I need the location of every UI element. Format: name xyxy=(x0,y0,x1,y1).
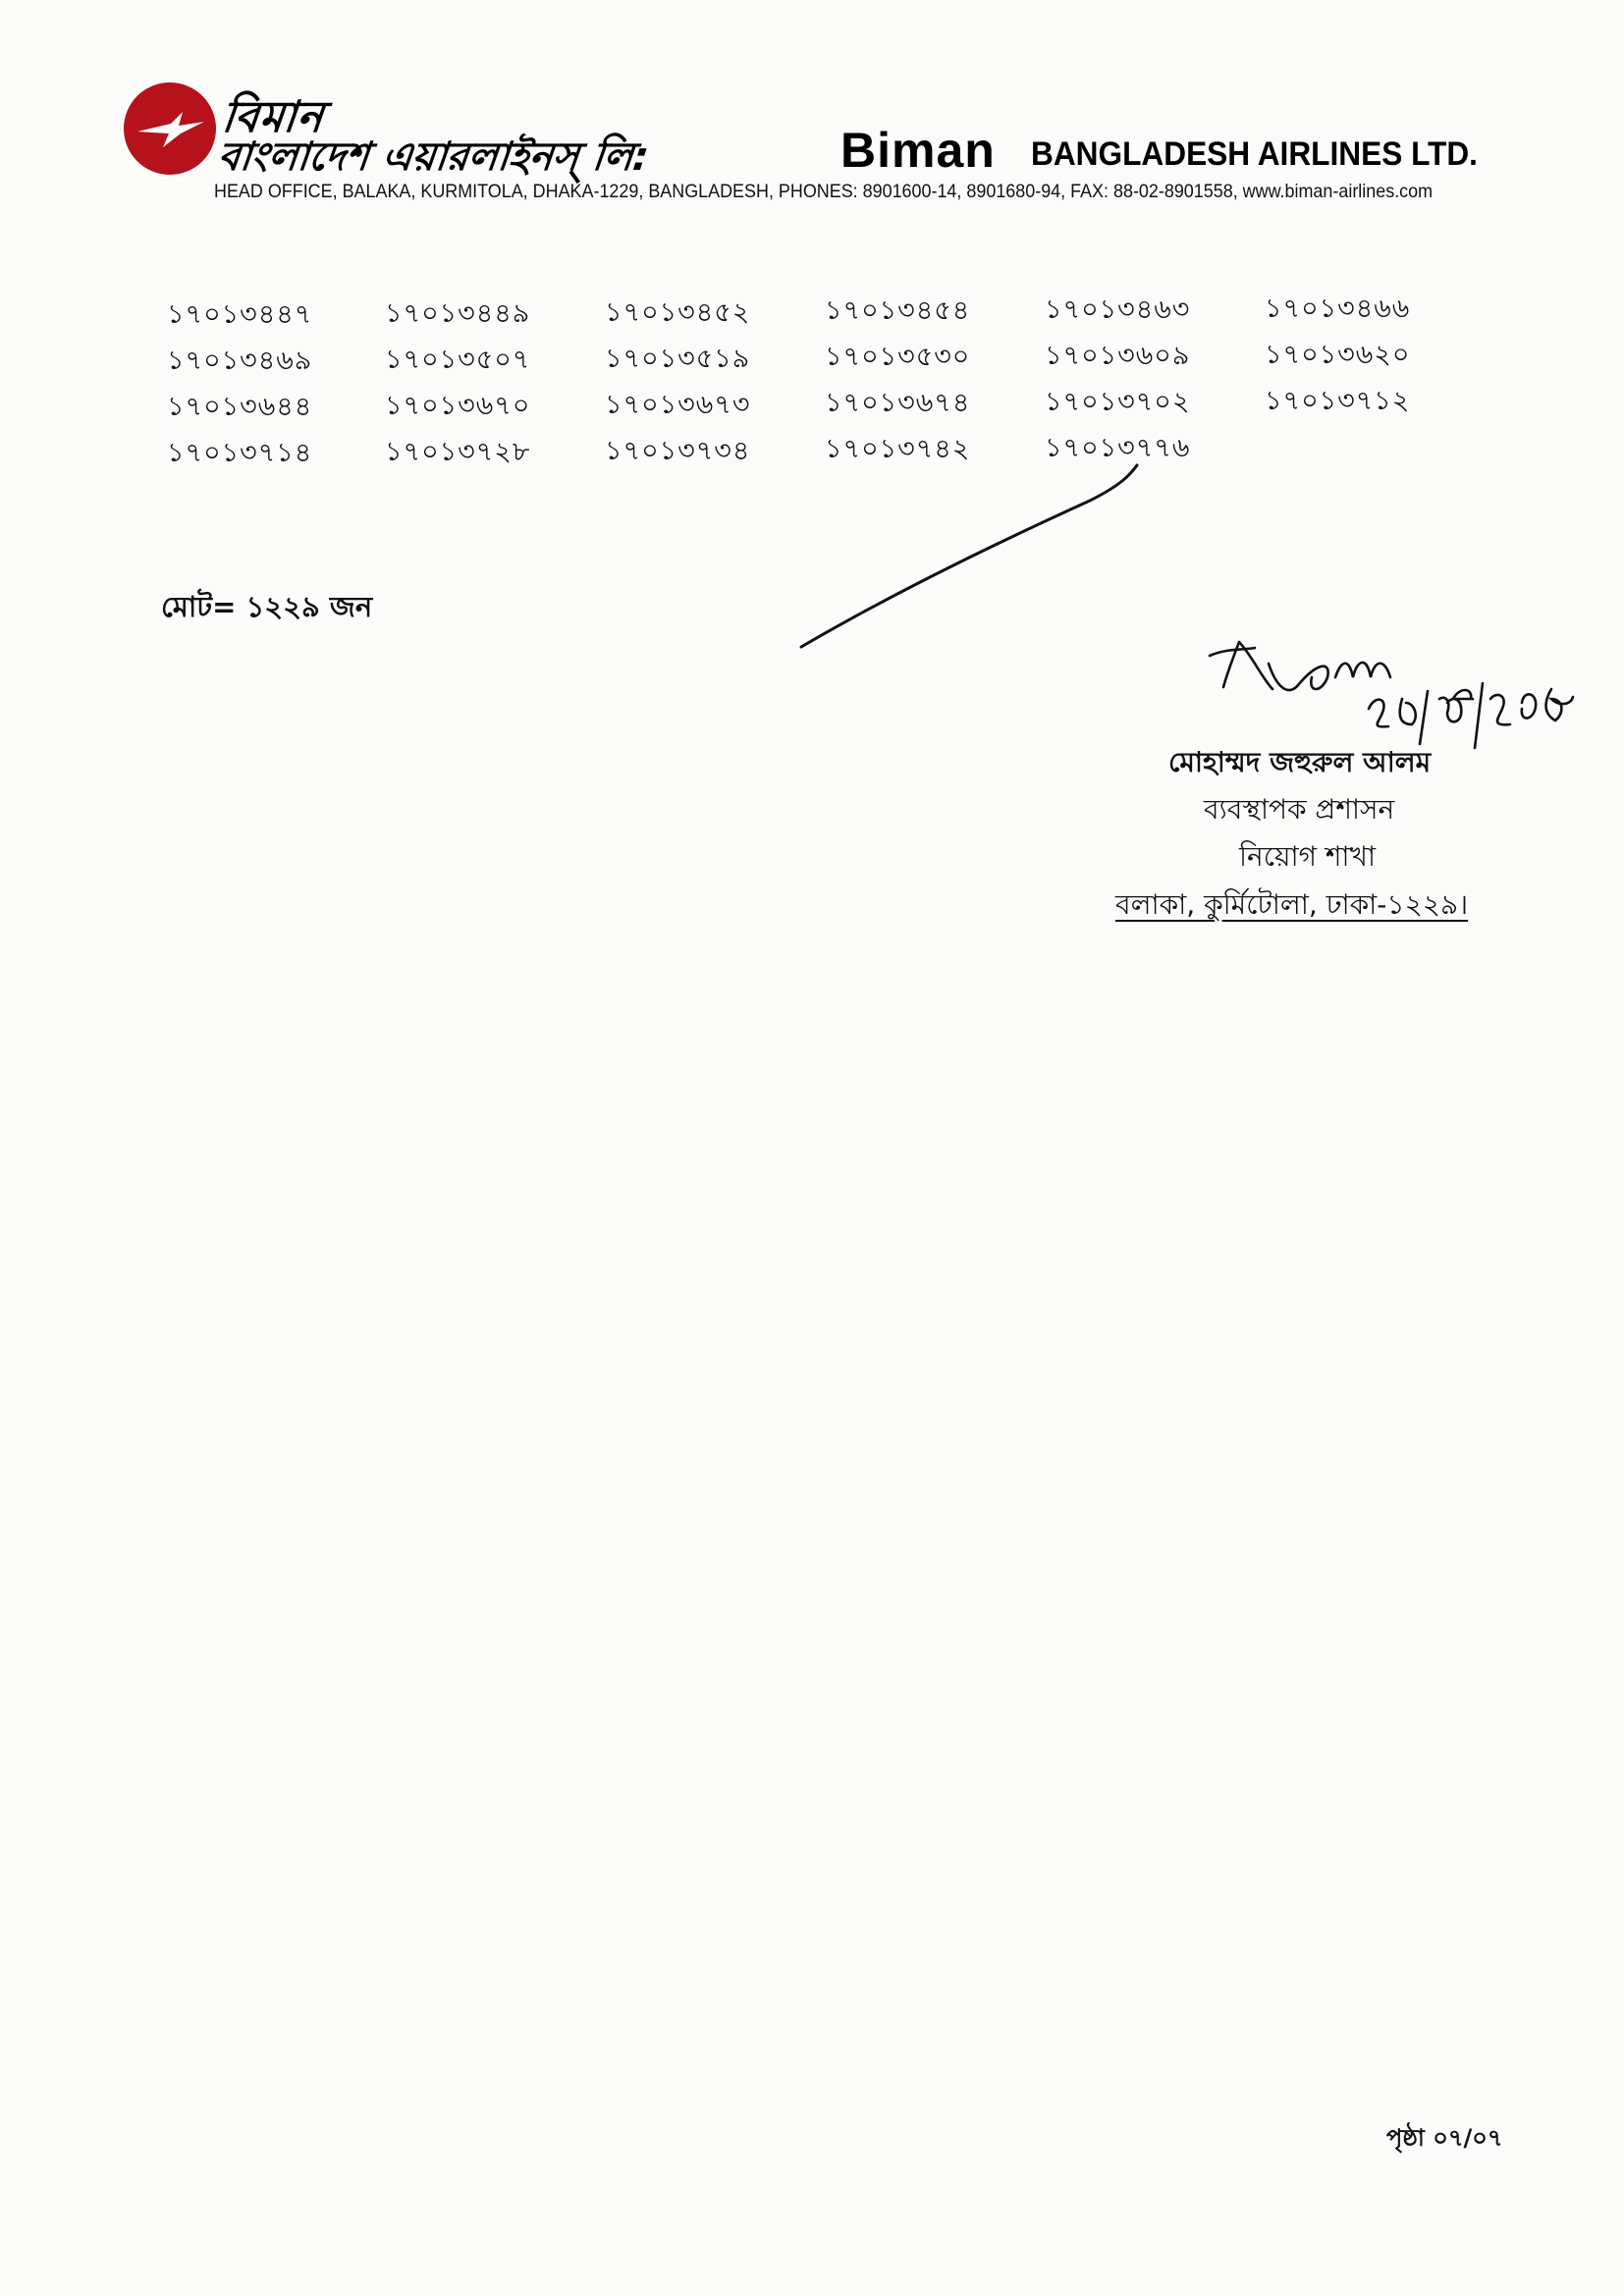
roll-number: ১৭০১৩৭৭৬ xyxy=(1045,433,1191,464)
roll-number: ১৭০১৩৬৭৪ xyxy=(825,388,971,419)
roll-number: ১৭০১৩৬৪৪ xyxy=(167,392,313,422)
roll-number: ১৭০১৩৭২৮ xyxy=(385,436,531,467)
roll-number: ১৭০১৩৭১৪ xyxy=(167,438,313,468)
brand-name-bn-line2: বাংলাদেশ এয়ারলাইনস্ লি: xyxy=(215,134,652,180)
roll-number: ১৭০১৩৫০৭ xyxy=(385,344,531,375)
roll-number: ১৭০১৩৭০২ xyxy=(1045,387,1191,418)
brand-name-bn-line1: বিমান xyxy=(219,92,327,142)
signatory-address: বলাকা, কুর্মিটোলা, ঢাকা-১২২৯। xyxy=(1115,888,1469,921)
signatory-title: ব্যবস্থাপক প্রশাসন xyxy=(1204,793,1395,826)
head-office-address: HEAD OFFICE, BALAKA, KURMITOLA, DHAKA-1229, BANGLADESH, PHONES: 8901600-14, 8901680-94, FAX: 88-02-8901558, www.biman-airlines.com xyxy=(214,181,1434,202)
signatory-department: নিয়োগ শাখা xyxy=(1239,840,1377,873)
roll-number: ১৭০১৩৪৫৪ xyxy=(825,295,971,327)
signatory-name: মোহাম্মদ জহুরুল আলম xyxy=(1168,746,1432,778)
roll-number: ১৭০১৩৭৪২ xyxy=(825,434,971,465)
roll-number: ১৭০১৩৪৪৭ xyxy=(167,299,313,330)
roll-number: ১৭০১৩৪৬৯ xyxy=(167,346,313,376)
roll-number: ১৭০১৩৪৬৩ xyxy=(1045,294,1191,326)
roll-number: ১৭০১৩৪৫২ xyxy=(605,296,751,328)
roll-number: ১৭০১৩৫৩০ xyxy=(825,342,971,373)
roll-number: ১৭০১৩৪৪৯ xyxy=(385,297,531,329)
roll-number: ১৭০১৩৬২০ xyxy=(1265,340,1411,370)
roll-number: ১৭০১৩৭১২ xyxy=(1265,386,1411,416)
roll-number: ১৭০১৩৪৬৬ xyxy=(1265,294,1411,324)
brand-name-en: Biman xyxy=(840,123,996,178)
brand-name-en-rest: BANGLADESH AIRLINES LTD. xyxy=(1031,135,1478,173)
roll-number: ১৭০১৩৬৭০ xyxy=(385,390,531,421)
roll-number: ১৭০১৩৬০৯ xyxy=(1045,341,1191,372)
page-number: পৃষ্ঠা ০৭/০৭ xyxy=(1386,2124,1503,2152)
roll-number: ১৭০১৩৬৭৩ xyxy=(605,389,751,420)
roll-number: ১৭০১৩৫১৯ xyxy=(605,343,751,374)
total-count: মোট= ১২২৯ জন xyxy=(161,590,373,623)
roll-number: ১৭০১৩৭৩৪ xyxy=(605,435,751,466)
